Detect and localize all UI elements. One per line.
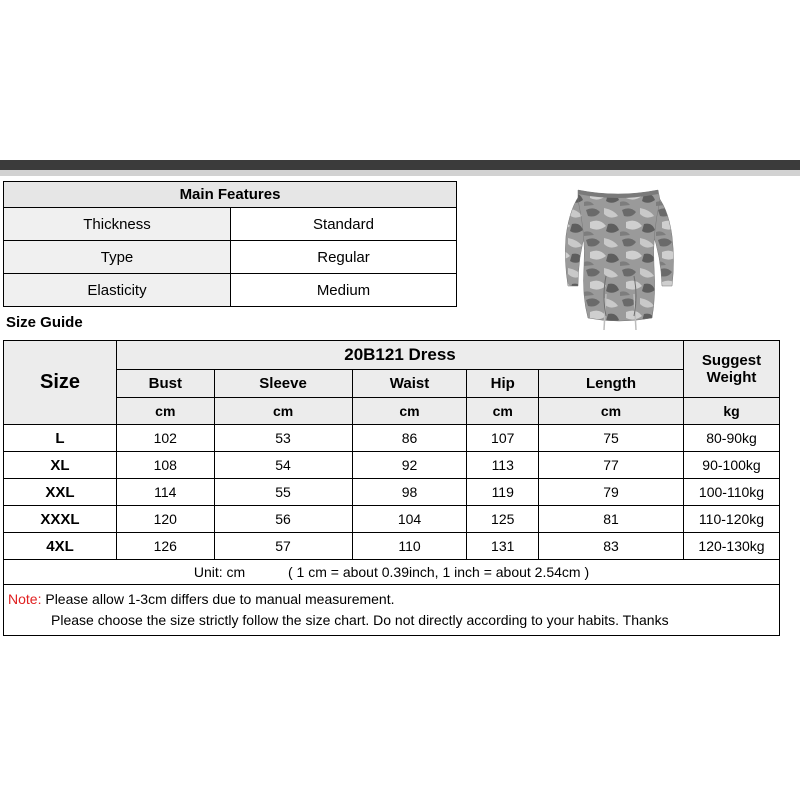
top-divider-dark (0, 160, 800, 170)
hip-cell: 125 (467, 506, 539, 533)
length-cell: 77 (539, 452, 684, 479)
size-chart-table (3, 340, 780, 636)
camo-dress-image (548, 176, 688, 336)
column-header-waist: Waist (352, 370, 467, 398)
size-guide-label: Size Guide (6, 314, 83, 331)
weight-cell: 80-90kg (684, 425, 780, 452)
feature-label-elasticity: Elasticity (4, 274, 231, 307)
sleeve-cell: 56 (214, 506, 352, 533)
unit-label: Unit: cm (193, 564, 246, 580)
size-cell: XXXL (4, 506, 117, 533)
column-header-bust: Bust (117, 370, 215, 398)
sleeve-cell: 57 (214, 533, 352, 560)
size-cell: 4XL (4, 533, 117, 560)
bust-cell: 120 (117, 506, 215, 533)
bust-cell: 108 (117, 452, 215, 479)
bust-cell: 126 (117, 533, 215, 560)
column-header-length: Length (539, 370, 684, 398)
length-cell: 79 (539, 479, 684, 506)
unit-conversion-line (4, 560, 780, 585)
weight-cell: 90-100kg (684, 452, 780, 479)
table-row (4, 452, 780, 479)
bust-cell: 114 (117, 479, 215, 506)
sleeve-cell: 54 (214, 452, 352, 479)
unit-bust: cm (117, 398, 215, 425)
unit-hip: cm (467, 398, 539, 425)
waist-cell: 98 (352, 479, 467, 506)
note-label: Note: (8, 591, 42, 607)
column-header-sleeve: Sleeve (214, 370, 352, 398)
sleeve-cell: 55 (214, 479, 352, 506)
unit-sleeve: cm (214, 398, 352, 425)
note-line-1: Please allow 1-3cm differs due to manual measurement. (41, 591, 395, 607)
length-cell: 75 (539, 425, 684, 452)
waist-cell: 86 (352, 425, 467, 452)
column-header-hip: Hip (467, 370, 539, 398)
size-cell: L (4, 425, 117, 452)
feature-value-thickness: Standard (231, 208, 457, 241)
waist-cell: 92 (352, 452, 467, 479)
product-title: 20B121 Dress (117, 341, 684, 370)
waist-cell: 110 (352, 533, 467, 560)
unit-weight: kg (684, 398, 780, 425)
feature-label-type: Type (4, 241, 231, 274)
note-block (4, 585, 780, 636)
weight-header: Suggest Weight (684, 341, 780, 398)
hip-cell: 131 (467, 533, 539, 560)
main-features-title: Main Features (4, 182, 457, 208)
unit-length: cm (539, 398, 684, 425)
hip-cell: 107 (467, 425, 539, 452)
feature-label-thickness: Thickness (4, 208, 231, 241)
hip-cell: 113 (467, 452, 539, 479)
table-row (4, 533, 780, 560)
conversion-text: ( 1 cm = about 0.39inch, 1 inch = about 2.54cm ) (287, 564, 590, 580)
table-row (4, 425, 780, 452)
size-cell: XXL (4, 479, 117, 506)
unit-waist: cm (352, 398, 467, 425)
hip-cell: 119 (467, 479, 539, 506)
weight-cell: 110-120kg (684, 506, 780, 533)
length-cell: 81 (539, 506, 684, 533)
size-column-header: Size (4, 341, 117, 425)
waist-cell: 104 (352, 506, 467, 533)
weight-cell: 100-110kg (684, 479, 780, 506)
weight-cell: 120-130kg (684, 533, 780, 560)
note-line-2: Please choose the size strictly follow the size chart. Do not directly according to your habits. Thanks (51, 612, 669, 628)
sleeve-cell: 53 (214, 425, 352, 452)
table-row (4, 479, 780, 506)
length-cell: 83 (539, 533, 684, 560)
main-features-table (3, 181, 457, 307)
size-cell: XL (4, 452, 117, 479)
feature-value-type: Regular (231, 241, 457, 274)
bust-cell: 102 (117, 425, 215, 452)
table-row (4, 506, 780, 533)
feature-value-elasticity: Medium (231, 274, 457, 307)
